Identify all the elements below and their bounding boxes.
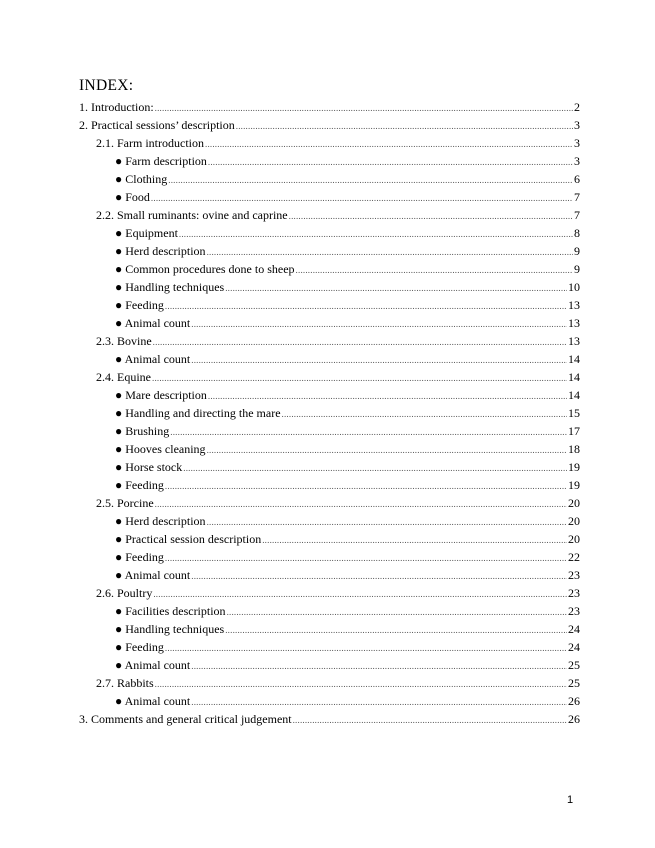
- toc-entry-page: 9: [574, 262, 580, 276]
- toc-entry[interactable]: [79, 190, 580, 208]
- dot-leader: [225, 283, 567, 293]
- toc-entry-label: ● Horse stock: [115, 460, 183, 474]
- dot-leader: [207, 445, 567, 455]
- toc-entry-page: 25: [568, 658, 580, 672]
- toc-entry[interactable]: [79, 604, 580, 622]
- dot-leader: [155, 499, 567, 509]
- toc-entry-label: ● Common procedures done to sheep: [115, 262, 295, 276]
- dot-leader: [293, 715, 567, 725]
- toc-entry-label: ● Animal count: [115, 352, 191, 366]
- toc-entry-label: ● Clothing: [115, 172, 168, 186]
- toc-entry-label: ● Equipment: [115, 226, 178, 240]
- toc-entry[interactable]: [79, 550, 580, 568]
- toc-entry[interactable]: [79, 658, 580, 676]
- toc-entry-label: ● Handling techniques: [115, 280, 225, 294]
- toc-entry-page: 2: [574, 100, 580, 114]
- toc-entry-page: 20: [568, 514, 580, 528]
- dot-leader: [183, 463, 567, 473]
- toc-entry-page: 3: [574, 118, 580, 132]
- toc-entry-page: 24: [568, 622, 580, 636]
- dot-leader: [205, 139, 573, 149]
- toc-entry[interactable]: [79, 622, 580, 640]
- toc-entry-page: 20: [568, 496, 580, 510]
- toc-entry-label: ● Herd description: [115, 244, 206, 258]
- dot-leader: [208, 157, 573, 167]
- toc-entry-label: ● Feeding: [115, 478, 164, 492]
- toc-entry[interactable]: [79, 370, 580, 388]
- toc-entry-label: ● Animal count: [115, 316, 191, 330]
- toc-entry[interactable]: [79, 496, 580, 514]
- toc-entry-page: 6: [574, 172, 580, 186]
- dot-leader: [207, 517, 567, 527]
- toc-entry[interactable]: [79, 316, 580, 334]
- toc-entry-page: 14: [568, 388, 580, 402]
- toc-entry[interactable]: [79, 442, 580, 460]
- toc-entry-label: ● Animal count: [115, 568, 191, 582]
- toc-entry-page: 26: [568, 712, 580, 726]
- toc-entry-label: ● Feeding: [115, 298, 164, 312]
- toc-entry-label: ● Practical session description: [115, 532, 262, 546]
- toc-entry[interactable]: [79, 478, 580, 496]
- toc-entry[interactable]: [79, 226, 580, 244]
- toc-entry-label: ● Animal count: [115, 658, 191, 672]
- toc-entry[interactable]: [79, 208, 580, 226]
- toc-entry-label: ● Brushing: [115, 424, 170, 438]
- dot-leader: [170, 427, 567, 437]
- toc-entry-page: 19: [568, 460, 580, 474]
- toc-entry-label: 2. Practical sessions’ description: [79, 118, 235, 132]
- dot-leader: [282, 409, 567, 419]
- dot-leader: [153, 337, 567, 347]
- toc-entry-page: 24: [568, 640, 580, 654]
- dot-leader: [191, 661, 567, 671]
- toc-entry-page: 14: [568, 352, 580, 366]
- dot-leader: [208, 391, 567, 401]
- toc-entry-label: 2.4. Equine: [96, 370, 151, 384]
- toc-entry-label: ● Feeding: [115, 640, 164, 654]
- dot-leader: [165, 643, 567, 653]
- toc-entry[interactable]: [79, 262, 580, 280]
- toc-entry-page: 25: [568, 676, 580, 690]
- toc-entry-label: ● Mare description: [115, 388, 207, 402]
- toc-entry[interactable]: [79, 136, 580, 154]
- toc-entry-page: 19: [568, 478, 580, 492]
- toc-entry-label: 2.1. Farm introduction: [96, 136, 204, 150]
- toc-entry-page: 20: [568, 532, 580, 546]
- dot-leader: [191, 697, 567, 707]
- toc-entry[interactable]: [79, 118, 580, 136]
- dot-leader: [207, 247, 573, 257]
- toc-entry-page: 3: [574, 154, 580, 168]
- index-heading: INDEX:: [79, 77, 134, 94]
- dot-leader: [236, 121, 573, 131]
- toc-entry-label: 2.5. Porcine: [96, 496, 154, 510]
- toc-entry-label: ● Animal count: [115, 694, 191, 708]
- toc-entry-page: 22: [568, 550, 580, 564]
- toc-entry-label: ● Handling and directing the mare: [115, 406, 281, 420]
- dot-leader: [155, 679, 567, 689]
- dot-leader: [153, 589, 567, 599]
- toc-entry[interactable]: [79, 154, 580, 172]
- toc-entry-page: 23: [568, 586, 580, 600]
- toc-entry[interactable]: [79, 298, 580, 316]
- toc-entry-label: ● Feeding: [115, 550, 164, 564]
- toc-entry-label: ● Hooves cleaning: [115, 442, 206, 456]
- dot-leader: [165, 301, 567, 311]
- dot-leader: [262, 535, 567, 545]
- dot-leader: [191, 571, 567, 581]
- dot-leader: [296, 265, 573, 275]
- dot-leader: [227, 607, 567, 617]
- toc-entry-page: 17: [568, 424, 580, 438]
- toc-entry-label: ● Herd description: [115, 514, 206, 528]
- toc-entry[interactable]: [79, 586, 580, 604]
- toc-entry-page: 10: [568, 280, 580, 294]
- toc-entry-page: 23: [568, 568, 580, 582]
- toc-entry-page: 18: [568, 442, 580, 456]
- toc-entry[interactable]: [79, 352, 580, 370]
- dot-leader: [289, 211, 573, 221]
- toc-entry[interactable]: [79, 244, 580, 262]
- toc-entry-page: 23: [568, 604, 580, 618]
- toc-entry[interactable]: [79, 712, 580, 730]
- dot-leader: [151, 193, 573, 203]
- toc-entry[interactable]: [79, 100, 580, 118]
- toc-entry[interactable]: [79, 676, 580, 694]
- toc-entry[interactable]: [79, 568, 580, 586]
- toc-entry[interactable]: [79, 424, 580, 442]
- page-number: 1: [567, 794, 574, 806]
- toc-entry-label: 2.7. Rabbits: [96, 676, 154, 690]
- toc-entry-page: 13: [568, 316, 580, 330]
- table-of-contents: [79, 100, 580, 730]
- toc-entry[interactable]: [79, 640, 580, 658]
- toc-entry[interactable]: [79, 514, 580, 532]
- toc-entry-page: 7: [574, 190, 580, 204]
- toc-entry-label: ● Facilities description: [115, 604, 226, 618]
- toc-entry-label: 2.3. Bovine: [96, 334, 152, 348]
- toc-entry[interactable]: [79, 406, 580, 424]
- toc-entry[interactable]: [79, 460, 580, 478]
- toc-entry-page: 15: [568, 406, 580, 420]
- dot-leader: [179, 229, 573, 239]
- toc-entry-page: 13: [568, 298, 580, 312]
- toc-entry-label: 3. Comments and general critical judgement: [79, 712, 292, 726]
- toc-entry-label: ● Farm description: [115, 154, 207, 168]
- toc-entry-page: 3: [574, 136, 580, 150]
- toc-entry[interactable]: [79, 172, 580, 190]
- toc-entry-page: 26: [568, 694, 580, 708]
- toc-entry-page: 9: [574, 244, 580, 258]
- toc-entry-page: 8: [574, 226, 580, 240]
- dot-leader: [165, 553, 567, 563]
- toc-entry-page: 13: [568, 334, 580, 348]
- dot-leader: [152, 373, 567, 383]
- toc-entry-page: 7: [574, 208, 580, 222]
- toc-entry-page: 14: [568, 370, 580, 384]
- toc-entry-label: ● Handling techniques: [115, 622, 225, 636]
- toc-entry[interactable]: [79, 388, 580, 406]
- toc-entry-label: ● Food: [115, 190, 150, 204]
- toc-entry-label: 1. Introduction:: [79, 100, 154, 114]
- toc-entry-label: 2.2. Small ruminants: ovine and caprine: [96, 208, 288, 222]
- dot-leader: [168, 175, 573, 185]
- toc-entry[interactable]: [79, 280, 580, 298]
- dot-leader: [191, 319, 567, 329]
- toc-entry[interactable]: [79, 694, 580, 712]
- dot-leader: [225, 625, 567, 635]
- toc-entry[interactable]: [79, 334, 580, 352]
- toc-entry-label: 2.6. Poultry: [96, 586, 153, 600]
- toc-entry[interactable]: [79, 532, 580, 550]
- dot-leader: [165, 481, 567, 491]
- dot-leader: [191, 355, 567, 365]
- dot-leader: [155, 103, 573, 113]
